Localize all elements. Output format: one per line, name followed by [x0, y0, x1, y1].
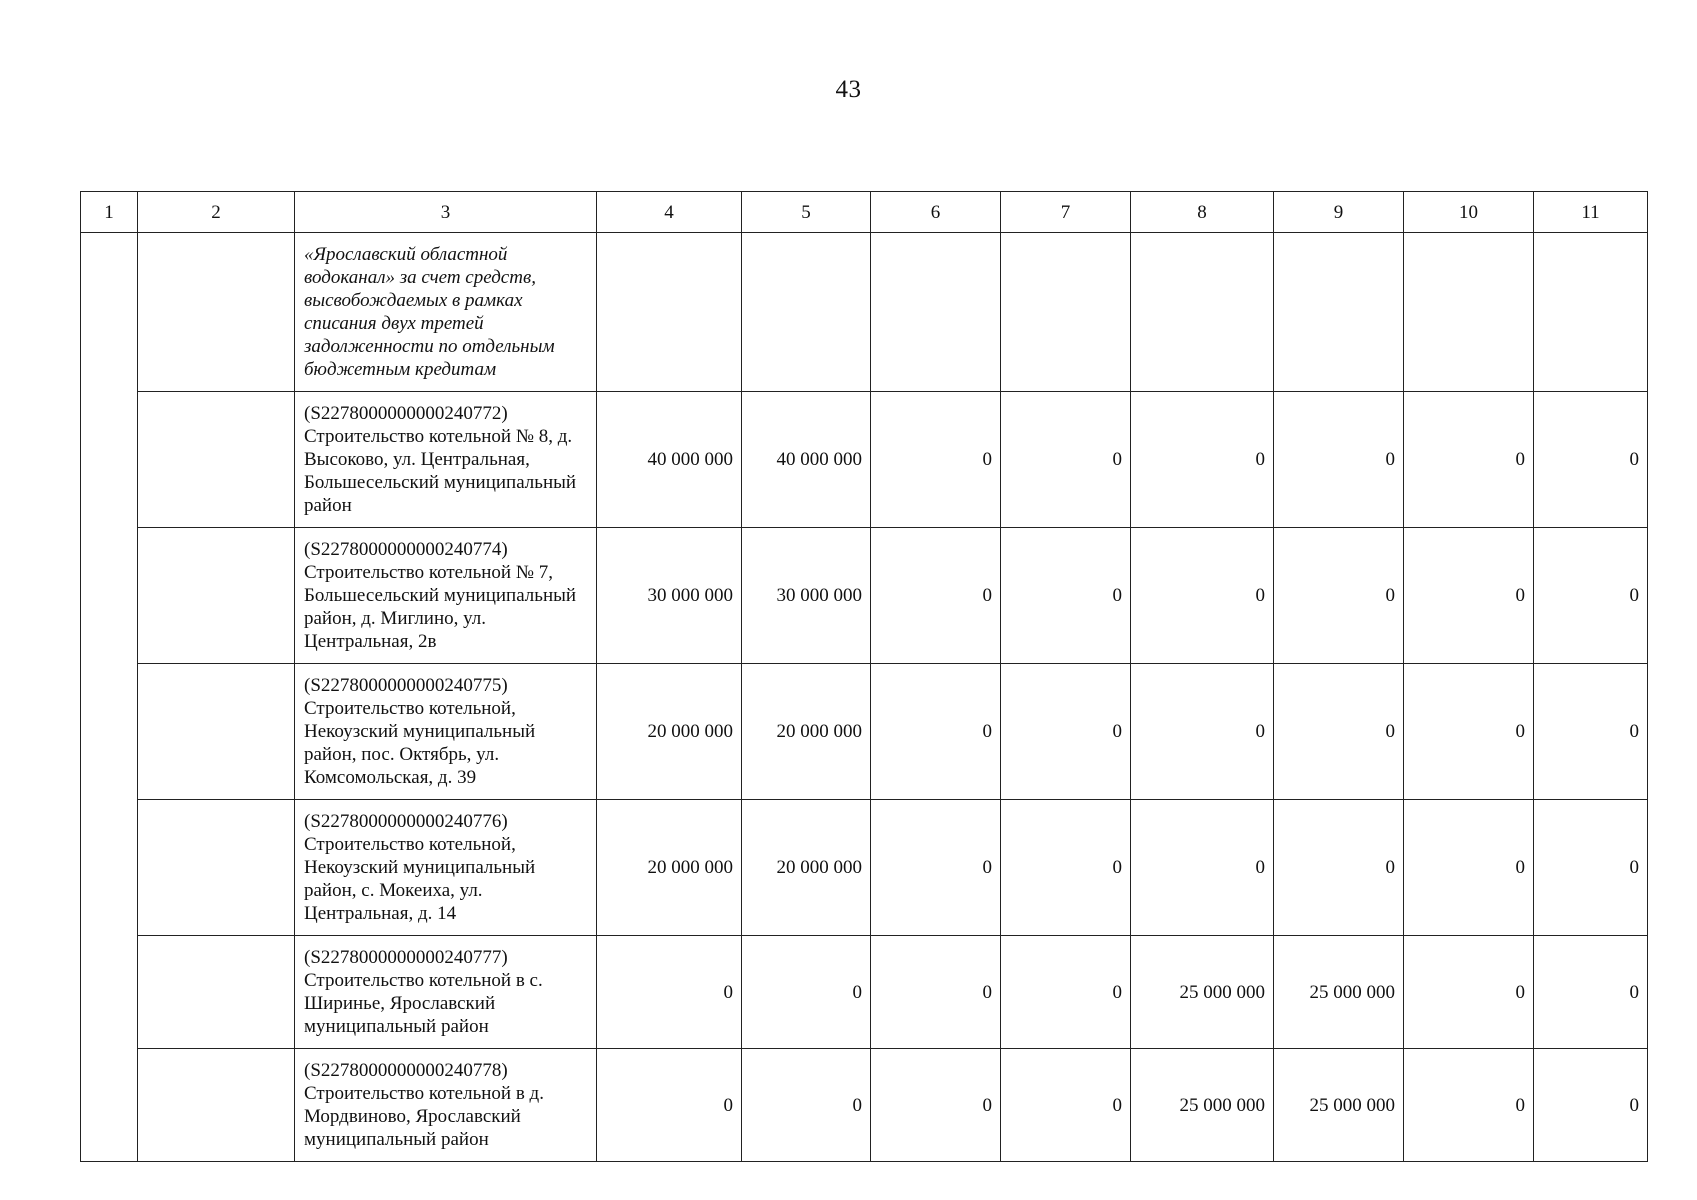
column-header: 10 — [1404, 192, 1534, 233]
value-cell: 0 — [1274, 800, 1404, 936]
table-row — [81, 664, 1648, 800]
column-2-cell — [138, 528, 295, 664]
value-cell: 0 — [1131, 664, 1274, 800]
value-cell: 0 — [1534, 800, 1648, 936]
table-row — [81, 800, 1648, 936]
value-cell: 20 000 000 — [597, 664, 742, 800]
description-cell — [295, 1049, 597, 1162]
description-cell — [295, 664, 597, 800]
table-row — [81, 392, 1648, 528]
value-cell: 25 000 000 — [1131, 936, 1274, 1049]
column-header: 3 — [295, 192, 597, 233]
column-2-cell — [138, 800, 295, 936]
description-cell — [295, 392, 597, 528]
object-name: Строительство котельной, Некоузский муниципальный район, пос. Октябрь, ул. Комсомольская, д. 39 — [304, 698, 536, 788]
value-cell — [597, 233, 742, 392]
value-cell: 0 — [871, 800, 1001, 936]
value-cell: 0 — [1274, 392, 1404, 528]
value-cell: 0 — [1404, 800, 1534, 936]
value-cell — [1274, 233, 1404, 392]
value-cell: 0 — [1274, 664, 1404, 800]
value-cell — [871, 233, 1001, 392]
value-cell: 20 000 000 — [742, 664, 871, 800]
table-row — [81, 233, 1648, 392]
value-cell — [1404, 233, 1534, 392]
table-row — [81, 528, 1648, 664]
value-cell: 0 — [1001, 936, 1131, 1049]
value-cell: 0 — [1131, 528, 1274, 664]
value-cell: 0 — [871, 528, 1001, 664]
value-cell: 0 — [1404, 664, 1534, 800]
column-header: 5 — [742, 192, 871, 233]
value-cell — [1001, 233, 1131, 392]
value-cell: 0 — [1534, 664, 1648, 800]
object-name: Строительство котельной в д. Мордвиново, Ярославский муниципальный район — [304, 1083, 544, 1150]
object-code: (S2278000000000240778) — [304, 1060, 508, 1081]
object-name: Строительство котельной, Некоузский муниципальный район, с. Мокеиха, ул. Центральная, д. 14 — [304, 834, 536, 924]
column-2-cell — [138, 233, 295, 392]
object-code: (S2278000000000240776) — [304, 811, 508, 832]
value-cell: 0 — [742, 1049, 871, 1162]
object-name: Строительство котельной в с. Ширинье, Ярославский муниципальный район — [304, 970, 543, 1037]
value-cell: 0 — [1404, 1049, 1534, 1162]
table-row — [81, 1049, 1648, 1162]
value-cell: 0 — [1131, 800, 1274, 936]
value-cell: 0 — [1001, 800, 1131, 936]
intro-description-cell: «Ярославский областной водоканал» за счет средств, высвобождаемых в рамках списания двух третей задолженности по отдельным бюджетным кредитам — [295, 233, 597, 392]
value-cell: 0 — [871, 936, 1001, 1049]
value-cell: 0 — [871, 1049, 1001, 1162]
value-cell: 20 000 000 — [742, 800, 871, 936]
value-cell: 0 — [1534, 1049, 1648, 1162]
value-cell: 0 — [597, 936, 742, 1049]
value-cell: 25 000 000 — [1131, 1049, 1274, 1162]
value-cell: 30 000 000 — [597, 528, 742, 664]
value-cell: 0 — [1001, 392, 1131, 528]
value-cell: 40 000 000 — [742, 392, 871, 528]
column-2-cell — [138, 1049, 295, 1162]
value-cell: 0 — [1404, 392, 1534, 528]
value-cell: 0 — [871, 392, 1001, 528]
object-name: Строительство котельной № 8, д. Высоково, ул. Центральная, Большесельский муниципальный район — [304, 426, 577, 516]
value-cell: 0 — [1001, 664, 1131, 800]
value-cell: 25 000 000 — [1274, 936, 1404, 1049]
value-cell: 40 000 000 — [597, 392, 742, 528]
column-header: 11 — [1534, 192, 1648, 233]
column-header: 8 — [1131, 192, 1274, 233]
object-code: (S2278000000000240775) — [304, 675, 508, 696]
description-cell — [295, 936, 597, 1049]
value-cell: 30 000 000 — [742, 528, 871, 664]
value-cell: 25 000 000 — [1274, 1049, 1404, 1162]
page-number: 43 — [835, 76, 862, 103]
table-row — [81, 936, 1648, 1049]
description-cell — [295, 528, 597, 664]
value-cell: 0 — [1131, 392, 1274, 528]
column-1-cell — [81, 233, 138, 1162]
value-cell: 0 — [1534, 392, 1648, 528]
column-header: 4 — [597, 192, 742, 233]
object-code: (S2278000000000240777) — [304, 947, 508, 968]
column-2-cell — [138, 392, 295, 528]
column-2-cell — [138, 936, 295, 1049]
value-cell — [1534, 233, 1648, 392]
column-header: 2 — [138, 192, 295, 233]
column-header: 9 — [1274, 192, 1404, 233]
value-cell: 0 — [871, 664, 1001, 800]
value-cell: 0 — [1404, 936, 1534, 1049]
column-header: 7 — [1001, 192, 1131, 233]
header-row — [81, 192, 1648, 233]
value-cell: 0 — [1274, 528, 1404, 664]
column-header: 1 — [81, 192, 138, 233]
column-header: 6 — [871, 192, 1001, 233]
column-2-cell — [138, 664, 295, 800]
object-name: Строительство котельной № 7, Большесельский муниципальный район, д. Миглино, ул. Центральная, 2в — [304, 562, 577, 652]
value-cell: 0 — [1001, 1049, 1131, 1162]
value-cell: 20 000 000 — [597, 800, 742, 936]
object-code: (S2278000000000240772) — [304, 403, 508, 424]
value-cell: 0 — [742, 936, 871, 1049]
value-cell: 0 — [1001, 528, 1131, 664]
value-cell — [1131, 233, 1274, 392]
budget-table — [80, 191, 1648, 1162]
value-cell — [742, 233, 871, 392]
description-cell — [295, 800, 597, 936]
value-cell: 0 — [1534, 936, 1648, 1049]
value-cell: 0 — [1404, 528, 1534, 664]
object-code: (S2278000000000240774) — [304, 539, 508, 560]
value-cell: 0 — [1534, 528, 1648, 664]
value-cell: 0 — [597, 1049, 742, 1162]
